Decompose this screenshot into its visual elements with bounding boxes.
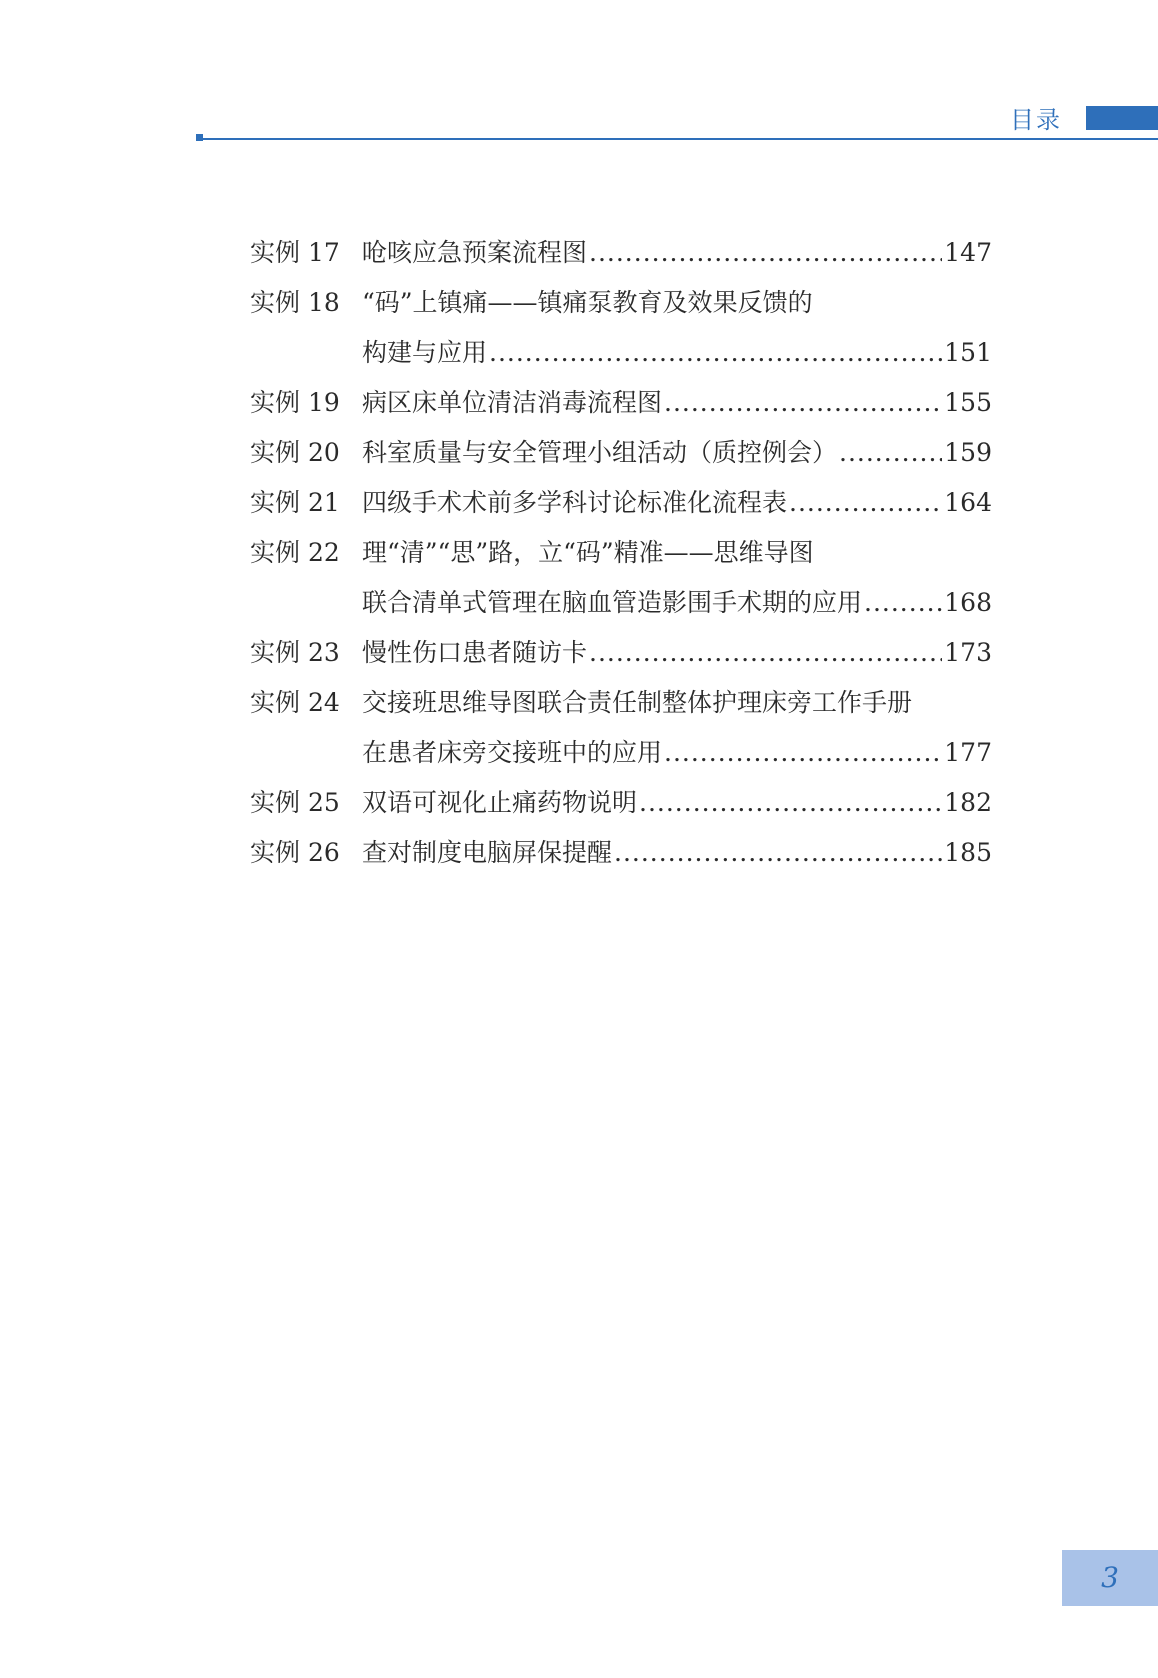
toc-entry-label: 实例 25 <box>250 788 340 817</box>
header-rule <box>197 138 1158 140</box>
toc-leader-dots <box>639 778 942 828</box>
toc-entry-title-continued: 构建与应用 <box>362 338 488 367</box>
toc-entry-page: 151 <box>944 338 992 367</box>
toc-entry-title: 交接班思维导图联合责任制整体护理床旁工作手册 <box>362 688 913 717</box>
toc-leader-dots <box>864 578 942 628</box>
toc-entry-label: 实例 20 <box>250 438 340 467</box>
toc-entry-title: 双语可视化止痛药物说明 <box>362 788 638 817</box>
toc-entry[interactable] <box>250 628 992 678</box>
section-title: 目录 <box>1010 106 1062 134</box>
toc-entry[interactable] <box>250 378 992 428</box>
toc-entry-title: 慢性伤口患者随访卡 <box>362 638 588 667</box>
toc-leader-dots <box>614 828 942 878</box>
page-number-box <box>1062 1550 1158 1606</box>
toc-entry-label: 实例 19 <box>250 388 340 417</box>
toc-entry[interactable] <box>250 828 992 878</box>
toc-entry-page: 168 <box>944 588 992 617</box>
toc-entry-page: 173 <box>944 638 992 667</box>
toc-entry-label: 实例 23 <box>250 638 340 667</box>
toc-leader-dots <box>664 728 942 778</box>
toc-entry-page: 164 <box>944 488 992 517</box>
toc-entry[interactable] <box>250 678 992 728</box>
toc-entry-label: 实例 21 <box>250 488 340 517</box>
toc-entry-continuation[interactable] <box>250 728 992 778</box>
toc-entry[interactable] <box>250 228 992 278</box>
toc-entry[interactable] <box>250 778 992 828</box>
table-of-contents <box>250 228 992 878</box>
toc-entry-page: 155 <box>944 388 992 417</box>
toc-entry-title: 病区床单位清洁消毒流程图 <box>362 388 663 417</box>
toc-leader-dots <box>589 628 942 678</box>
toc-entry-title: 科室质量与安全管理小组活动（质控例会） <box>362 438 838 467</box>
toc-leader-dots <box>839 428 942 478</box>
toc-entry[interactable] <box>250 428 992 478</box>
toc-entry-page: 185 <box>944 838 992 867</box>
toc-entry-title: “码”上镇痛——镇痛泵教育及效果反馈的 <box>362 288 813 317</box>
toc-entry-label: 实例 18 <box>250 288 340 317</box>
toc-entry[interactable] <box>250 278 992 328</box>
toc-entry-title: 四级手术术前多学科讨论标准化流程表 <box>362 488 788 517</box>
toc-leader-dots <box>589 228 942 278</box>
toc-entry-label: 实例 24 <box>250 688 340 717</box>
toc-entry[interactable] <box>250 478 992 528</box>
toc-entry-title-continued: 联合清单式管理在脑血管造影围手术期的应用 <box>362 588 863 617</box>
toc-entry-title: 查对制度电脑屏保提醒 <box>362 838 613 867</box>
toc-entry-title: 理“清”“思”路，立“码”精准——思维导图 <box>362 538 814 567</box>
header-accent-block <box>1086 106 1158 130</box>
toc-entry-label: 实例 17 <box>250 238 340 267</box>
toc-entry[interactable] <box>250 528 992 578</box>
toc-entry-continuation[interactable] <box>250 328 992 378</box>
toc-entry-page: 159 <box>944 438 992 467</box>
toc-entry-title: 呛咳应急预案流程图 <box>362 238 588 267</box>
toc-entry-label: 实例 22 <box>250 538 340 567</box>
toc-entry-page: 182 <box>944 788 992 817</box>
toc-entry-label: 实例 26 <box>250 838 340 867</box>
toc-entry-page: 177 <box>944 738 992 767</box>
toc-entry-page: 147 <box>944 238 992 267</box>
toc-leader-dots <box>789 478 942 528</box>
toc-entry-continuation[interactable] <box>250 578 992 628</box>
toc-leader-dots <box>664 378 942 428</box>
page-number: 3 <box>1101 1561 1119 1594</box>
toc-leader-dots <box>489 328 942 378</box>
toc-entry-title-continued: 在患者床旁交接班中的应用 <box>362 738 663 767</box>
